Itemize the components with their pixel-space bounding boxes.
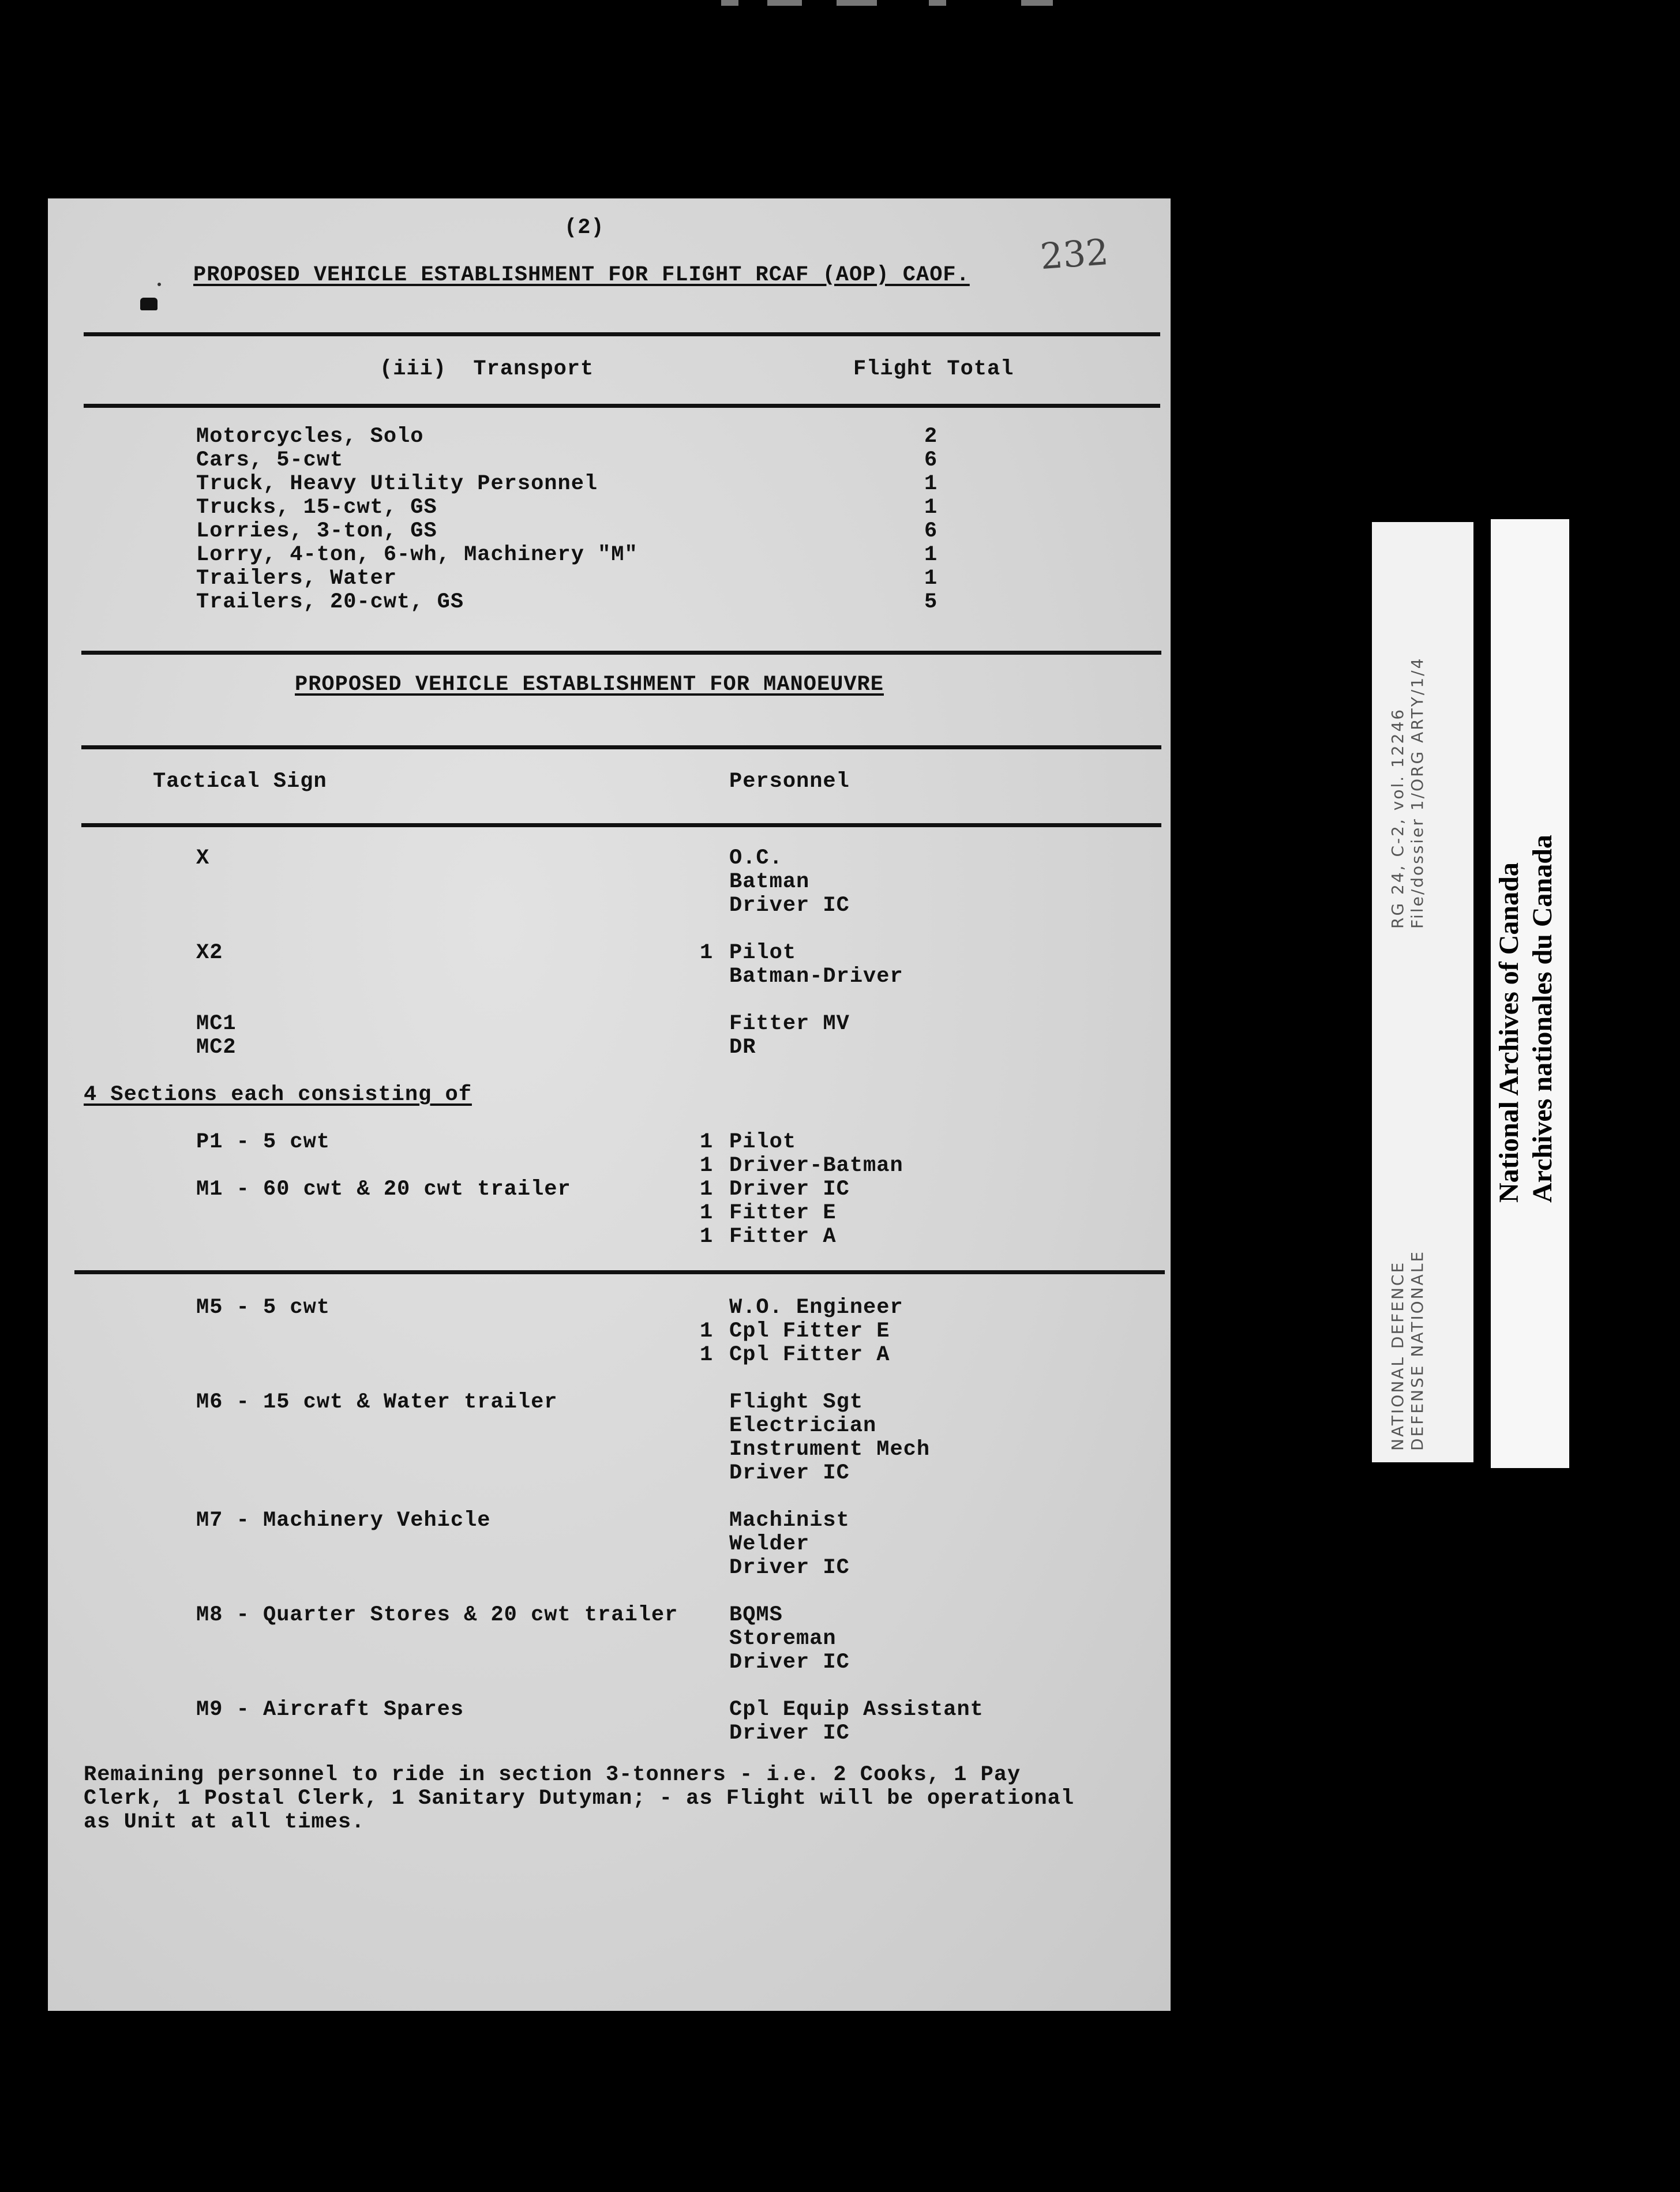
transport-heading: (iii) Transport — [380, 357, 594, 381]
personnel-entry: Fitter MV — [729, 1012, 850, 1036]
transport-total: 1 — [924, 566, 938, 591]
tactical-sign: M1 - 60 cwt & 20 cwt trailer — [196, 1177, 571, 1202]
personnel-entry: Welder — [729, 1532, 810, 1556]
transport-item: Lorry, 4-ton, 6-wh, Machinery "M" — [196, 543, 638, 567]
personnel-entry: Flight Sgt — [729, 1390, 864, 1414]
department-english: NATIONAL DEFENCE — [1388, 1260, 1407, 1451]
personnel-entry: Driver IC — [729, 1177, 850, 1202]
personnel-entry: Cpl Fitter A — [729, 1343, 890, 1367]
personnel-entry: Batman — [729, 870, 810, 894]
tactical-sign: M9 - Aircraft Spares — [196, 1698, 464, 1722]
remarks-line: Clerk, 1 Postal Clerk, 1 Sanitary Dutyman; - as Flight will be operational — [84, 1786, 1075, 1811]
personnel-entry: Pilot — [729, 941, 797, 965]
transport-total: 1 — [924, 496, 938, 520]
personnel-qty: 1 — [700, 1343, 714, 1367]
tactical-sign: M5 - 5 cwt — [196, 1296, 331, 1320]
personnel-entry: Driver IC — [729, 1461, 850, 1485]
personnel-entry: BQMS — [729, 1603, 783, 1627]
personnel-entry: Driver IC — [729, 1721, 850, 1746]
remarks-line: as Unit at all times. — [84, 1810, 365, 1834]
transport-total: 1 — [924, 543, 938, 567]
personnel-entry: Storeman — [729, 1627, 837, 1651]
personnel-entry: Cpl Equip Assistant — [729, 1698, 984, 1722]
personnel-entry: Driver-Batman — [729, 1154, 903, 1178]
personnel-entry: Machinist — [729, 1508, 850, 1533]
tactical-sign: P1 - 5 cwt — [196, 1130, 331, 1154]
sections-heading: 4 Sections each consisting of — [84, 1083, 472, 1107]
personnel-qty: 1 — [700, 1319, 714, 1343]
title-vehicle-establishment-manoeuvre: PROPOSED VEHICLE ESTABLISHMENT FOR MANOEUVRE — [295, 673, 884, 697]
tactical-sign: MC2 — [196, 1035, 237, 1060]
archives-name-english: National Archives of Canada — [1494, 862, 1524, 1203]
transport-total: 2 — [924, 425, 938, 449]
department-french: DEFENSE NATIONALE — [1408, 1249, 1427, 1451]
personnel-entry: Batman-Driver — [729, 964, 903, 989]
transport-total: 6 — [924, 448, 938, 472]
ink-dot — [158, 283, 161, 286]
personnel-entry: Cpl Fitter E — [729, 1319, 890, 1343]
tactical-sign: M7 - Machinery Vehicle — [196, 1508, 491, 1533]
document-page — [48, 198, 1171, 2011]
personnel-qty: 1 — [700, 1130, 714, 1154]
transport-item: Trailers, 20-cwt, GS — [196, 590, 464, 614]
personnel-entry: W.O. Engineer — [729, 1296, 903, 1320]
personnel-qty: 1 — [700, 1177, 714, 1202]
personnel-entry: Instrument Mech — [729, 1437, 931, 1462]
page-number: (2) — [564, 216, 605, 240]
archives-name-french: Archives nationales du Canada — [1527, 835, 1558, 1203]
title-vehicle-establishment-flight: PROPOSED VEHICLE ESTABLISHMENT FOR FLIGHT RCAF (AOP) CAOF. — [193, 263, 970, 287]
rule-transport-header — [84, 404, 1160, 408]
tactical-sign: MC1 — [196, 1012, 237, 1036]
rule-transport-end — [81, 651, 1161, 655]
top-edge-marks — [721, 0, 1067, 8]
archives-institution-label — [1491, 519, 1569, 1468]
personnel-qty: 1 — [700, 1154, 714, 1178]
tactical-sign: X2 — [196, 941, 223, 965]
rule-top — [84, 332, 1160, 336]
rule-manoeuvre-title — [81, 745, 1161, 749]
tactical-sign: X — [196, 846, 210, 870]
tactical-sign-heading: Tactical Sign — [153, 770, 327, 794]
rule-sections-end — [74, 1270, 1165, 1274]
transport-item: Truck, Heavy Utility Personnel — [196, 472, 598, 496]
transport-item: Trailers, Water — [196, 566, 397, 591]
transport-item: Motorcycles, Solo — [196, 425, 424, 449]
personnel-heading: Personnel — [729, 770, 850, 794]
personnel-entry: Pilot — [729, 1130, 797, 1154]
tactical-sign: M6 - 15 cwt & Water trailer — [196, 1390, 558, 1414]
personnel-entry: Electrician — [729, 1414, 877, 1438]
handwritten-folio-number: 232 — [1038, 230, 1110, 278]
personnel-entry: Driver IC — [729, 1650, 850, 1675]
transport-item: Cars, 5-cwt — [196, 448, 344, 472]
tactical-sign: M8 - Quarter Stores & 20 cwt trailer — [196, 1603, 678, 1627]
personnel-qty: 1 — [700, 941, 714, 965]
remarks-line: Remaining personnel to ride in section 3-tonners - i.e. 2 Cooks, 1 Pay — [84, 1763, 1021, 1787]
archive-reference-label — [1372, 522, 1473, 1462]
transport-total: 5 — [924, 590, 938, 614]
rule-manoeuvre-header — [81, 823, 1161, 827]
personnel-entry: Driver IC — [729, 1556, 850, 1580]
archive-reference: RG 24, C-2, vol. 12246 — [1388, 707, 1407, 929]
personnel-entry: Fitter E — [729, 1201, 837, 1225]
personnel-entry: Fitter A — [729, 1225, 837, 1249]
punch-mark — [140, 298, 158, 310]
personnel-qty: 1 — [700, 1225, 714, 1249]
transport-item: Lorries, 3-ton, GS — [196, 519, 437, 543]
transport-total: 1 — [924, 472, 938, 496]
personnel-entry: Driver IC — [729, 894, 850, 918]
transport-item: Trucks, 15-cwt, GS — [196, 496, 437, 520]
flight-total-heading: Flight Total — [853, 357, 1014, 381]
personnel-entry: DR — [729, 1035, 756, 1060]
personnel-entry: O.C. — [729, 846, 783, 870]
archive-file-reference: File/dossier 1/ORG ARTY/1/4 — [1408, 656, 1427, 929]
transport-total: 6 — [924, 519, 938, 543]
personnel-qty: 1 — [700, 1201, 714, 1225]
